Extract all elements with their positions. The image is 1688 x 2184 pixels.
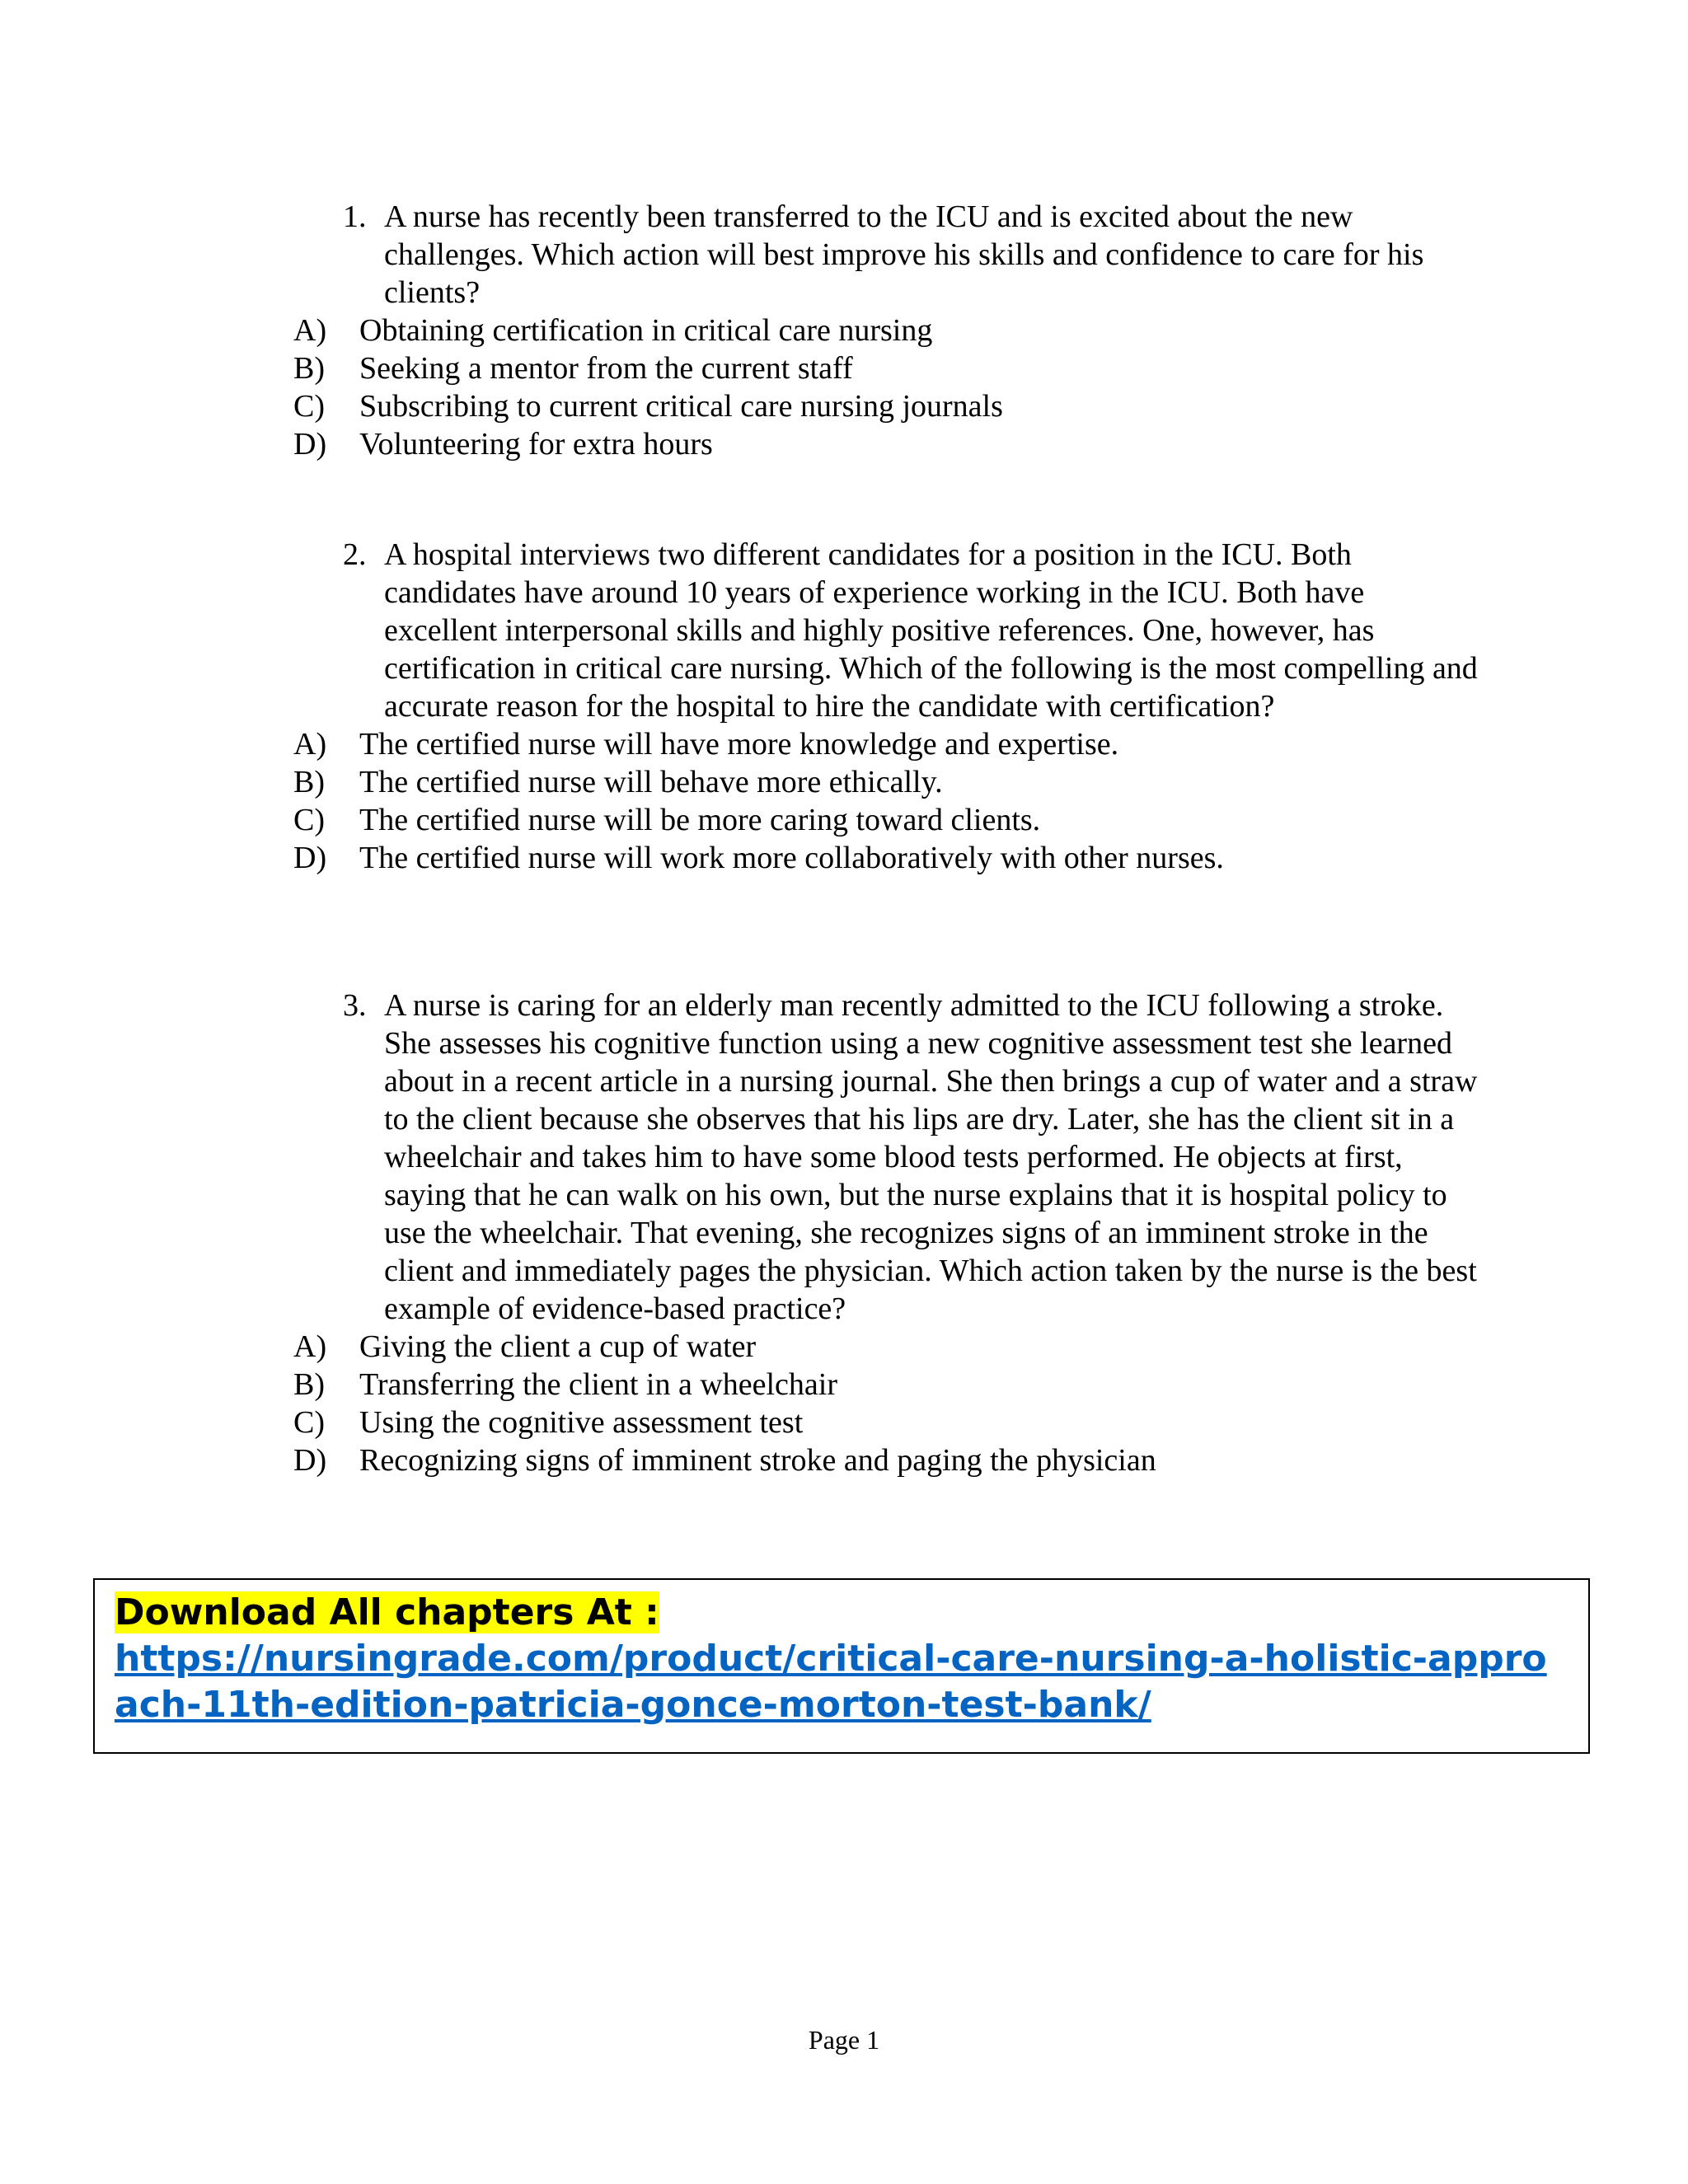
option-text: Transferring the client in a wheelchair	[359, 1367, 838, 1402]
option-letter: C)	[293, 389, 325, 424]
answer-options	[293, 725, 1480, 877]
question-text: A nurse has recently been transferred to the ICU and is excited about the new challenges. Which action will best improve his skills and confidence to care for his clients?	[384, 199, 1424, 310]
option-text: Using the cognitive assessment test	[359, 1405, 804, 1440]
option-letter: A)	[293, 1329, 327, 1364]
option-letter: C)	[293, 803, 325, 837]
option-letter: B)	[293, 765, 325, 799]
question-3	[293, 987, 1480, 1479]
option-text: The certified nurse will work more collaboratively with other nurses.	[359, 841, 1224, 875]
option-d	[293, 1441, 1480, 1479]
option-d	[293, 425, 1480, 463]
option-letter: A)	[293, 727, 327, 762]
question-number: 2.	[343, 537, 367, 572]
option-a	[293, 1328, 1480, 1366]
option-text: Obtaining certification in critical care nursing	[359, 313, 933, 348]
question-text: A hospital interviews two different candidates for a position in the ICU. Both candidates have around 10 years of experience working in the ICU. Both have excellent interpersonal skills and highly positive references. One, however, has certification in critical care nursing. Which of the following is the most compelling and accurate reason for the hospital to hire the candidate with certification?	[384, 537, 1478, 724]
question-1	[293, 198, 1480, 463]
option-text: Recognizing signs of imminent stroke and paging the physician	[359, 1443, 1156, 1478]
option-letter: C)	[293, 1405, 325, 1440]
option-letter: A)	[293, 313, 327, 348]
option-letter: B)	[293, 1367, 325, 1402]
option-text: The certified nurse will behave more ethically.	[359, 765, 943, 799]
question-stem	[293, 987, 1480, 1328]
download-link[interactable]: https://nursingrade.com/product/critical-care-nursing-a-holistic-approach-11th-edition-patricia-gonce-morton-test-bank/	[115, 1638, 1547, 1726]
option-text: Giving the client a cup of water	[359, 1329, 757, 1364]
option-a	[293, 312, 1480, 349]
download-box	[93, 1578, 1590, 1754]
option-letter: D)	[293, 427, 327, 462]
option-text: The certified nurse will be more caring toward clients.	[359, 803, 1041, 837]
option-c	[293, 1404, 1480, 1441]
question-text: A nurse is caring for an elderly man recently admitted to the ICU following a stroke. She assesses his cognitive function using a new cognitive assessment test she learned about in a recent article in a nursing journal. She then brings a cup of water and a straw to the client because she observes that his lips are dry. Later, she has the client sit in a wheelchair and takes him to have some blood tests performed. He objects at first, saying that he can walk on his own, but the nurse explains that it is hospital policy to use the wheelchair. That evening, she recognizes signs of an imminent stroke in the client and immediately pages the physician. Which action taken by the nurse is the best example of evidence-based practice?	[384, 988, 1478, 1326]
option-c	[293, 387, 1480, 425]
question-number: 3.	[343, 988, 367, 1023]
option-b	[293, 1366, 1480, 1404]
option-text: Seeking a mentor from the current staff	[359, 351, 853, 386]
question-2	[293, 536, 1480, 877]
option-c	[293, 801, 1480, 839]
option-b	[293, 349, 1480, 387]
option-a	[293, 725, 1480, 763]
option-text: Volunteering for extra hours	[359, 427, 713, 462]
answer-options	[293, 312, 1480, 463]
option-b	[293, 763, 1480, 801]
question-stem	[293, 536, 1480, 725]
answer-options	[293, 1328, 1480, 1479]
page-number: Page 1	[808, 2025, 880, 2055]
option-text: The certified nurse will have more knowledge and expertise.	[359, 727, 1119, 762]
question-stem	[293, 198, 1480, 312]
option-d	[293, 839, 1480, 877]
option-text: Subscribing to current critical care nursing journals	[359, 389, 1003, 424]
question-number: 1.	[343, 199, 367, 234]
option-letter: B)	[293, 351, 325, 386]
option-letter: D)	[293, 1443, 327, 1478]
option-letter: D)	[293, 841, 327, 875]
download-title: Download All chapters At :	[115, 1591, 659, 1633]
